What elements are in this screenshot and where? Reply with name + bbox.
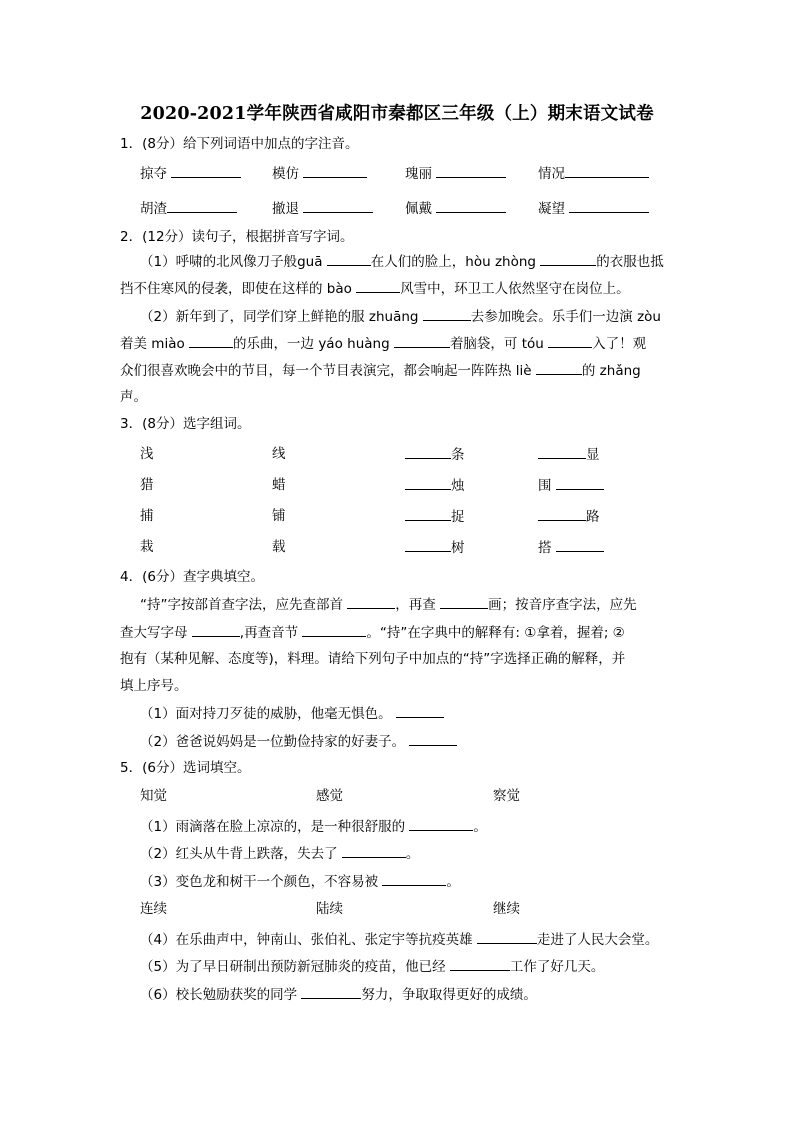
q1-word: 撤退 xyxy=(272,198,373,219)
q4-text-line: 查大写字母 ,再查音节 。“持”在字典中的解释有: ①拿着，握着; ② xyxy=(120,622,625,643)
q3-stem: 3．(8分）选字组词。 xyxy=(120,416,251,432)
q5-sentence: （1）雨滴落在脸上凉凉的，是一种很舒服的 。 xyxy=(140,816,487,837)
q5-word-option: 连续 xyxy=(140,901,167,917)
q3-char: 栽 xyxy=(140,539,154,555)
q2-paragraph-line: （1）呼啸的北风像刀子般guā 在人们的脸上，hòu zhòng 的衣服也抵 xyxy=(140,251,664,272)
q1-word: 模仿 xyxy=(272,163,367,184)
q2-paragraph-line: 声。 xyxy=(120,389,147,405)
q5-word-option: 陆续 xyxy=(316,901,343,917)
q3-char: 载 xyxy=(272,539,286,555)
q3-blank-word: 围 xyxy=(538,475,604,496)
q3-blank-word: 路 xyxy=(538,506,600,527)
q1-word: 瑰丽 xyxy=(405,163,506,184)
page-title: 2020-2021学年陕西省咸阳市秦都区三年级（上）期末语文试卷 xyxy=(140,104,654,124)
q3-blank-word: 搭 xyxy=(538,537,604,558)
q3-char: 线 xyxy=(272,446,286,462)
q5-word-option: 察觉 xyxy=(493,788,520,804)
q4-text-line: 抱有（某种见解、态度等)，料理。请给下列句子中加点的“持”字选择正确的解释，并 xyxy=(120,651,626,667)
q5-sentence: （6）校长勉励获奖的同学 努力，争取取得更好的成绩。 xyxy=(140,984,537,1005)
q5-word-option: 知觉 xyxy=(140,788,167,804)
q5-sentence: （5）为了早日研制出预防新冠肺炎的疫苗，他已经 工作了好几天。 xyxy=(140,956,604,977)
q3-blank-word: 树 xyxy=(405,537,465,558)
q4-sentence: （1）面对持刀歹徒的威胁，他毫无惧色。 xyxy=(140,703,444,724)
q3-char: 浅 xyxy=(140,446,154,462)
q3-char: 捕 xyxy=(140,508,154,524)
q5-sentence: （2）红头从牛背上跌落，失去了 。 xyxy=(140,843,419,864)
q5-word-option: 继续 xyxy=(493,901,520,917)
q2-paragraph-line: 着美 miào 的乐曲，一边 yáo huàng 着脑袋，可 tóu 入了！观 xyxy=(120,333,646,354)
q2-paragraph-line: 挡不住寒风的侵袭，即使在这样的 bào 风雪中，环卫工人依然坚守在岗位上。 xyxy=(120,278,630,299)
q4-text-line: “持”字按部首查字法，应先查部首 ，再查 画；按音序查字法，应先 xyxy=(140,594,637,615)
q1-word: 情况 xyxy=(538,163,649,184)
q1-word: 掠夺 xyxy=(140,163,241,184)
q4-sentence: （2）爸爸说妈妈是一位勤俭持家的好妻子。 xyxy=(140,731,457,752)
q2-paragraph-line: （2）新年到了，同学们穿上鲜艳的服 zhuāng 去参加晚会。乐手们一边演 zòu xyxy=(140,306,661,327)
q1-word: 胡渣 xyxy=(140,198,237,219)
q4-stem: 4．(6分）查字典填空。 xyxy=(120,569,264,585)
q3-blank-word: 烛 xyxy=(405,475,465,496)
q1-stem: 1．(8分）给下列词语中加点的字注音。 xyxy=(120,136,359,152)
q3-blank-word: 捉 xyxy=(405,506,465,527)
q5-stem: 5．(6分）选词填空。 xyxy=(120,760,251,776)
q3-blank-word: 显 xyxy=(538,444,600,465)
q3-char: 猎 xyxy=(140,477,154,493)
q1-word: 佩戴 xyxy=(405,198,506,219)
q3-char: 铺 xyxy=(272,508,286,524)
q1-word: 凝望 xyxy=(538,198,649,219)
q4-text-line: 填上序号。 xyxy=(120,678,188,694)
q5-sentence: （3）变色龙和树干一个颜色，不容易被 。 xyxy=(140,871,460,892)
q5-sentence: （4）在乐曲声中，钟南山、张伯礼、张定宇等抗疫英雄 走进了人民大会堂。 xyxy=(140,929,658,950)
q2-paragraph-line: 众们很喜欢晚会中的节目，每一个节目表演完，都会响起一阵阵热 liè 的 zhǎng xyxy=(120,360,641,381)
q2-stem: 2．(12分）读句子，根据拼音写字词。 xyxy=(120,229,354,245)
q3-blank-word: 条 xyxy=(405,444,465,465)
q3-char: 蜡 xyxy=(272,477,286,493)
q5-word-option: 感觉 xyxy=(316,788,343,804)
